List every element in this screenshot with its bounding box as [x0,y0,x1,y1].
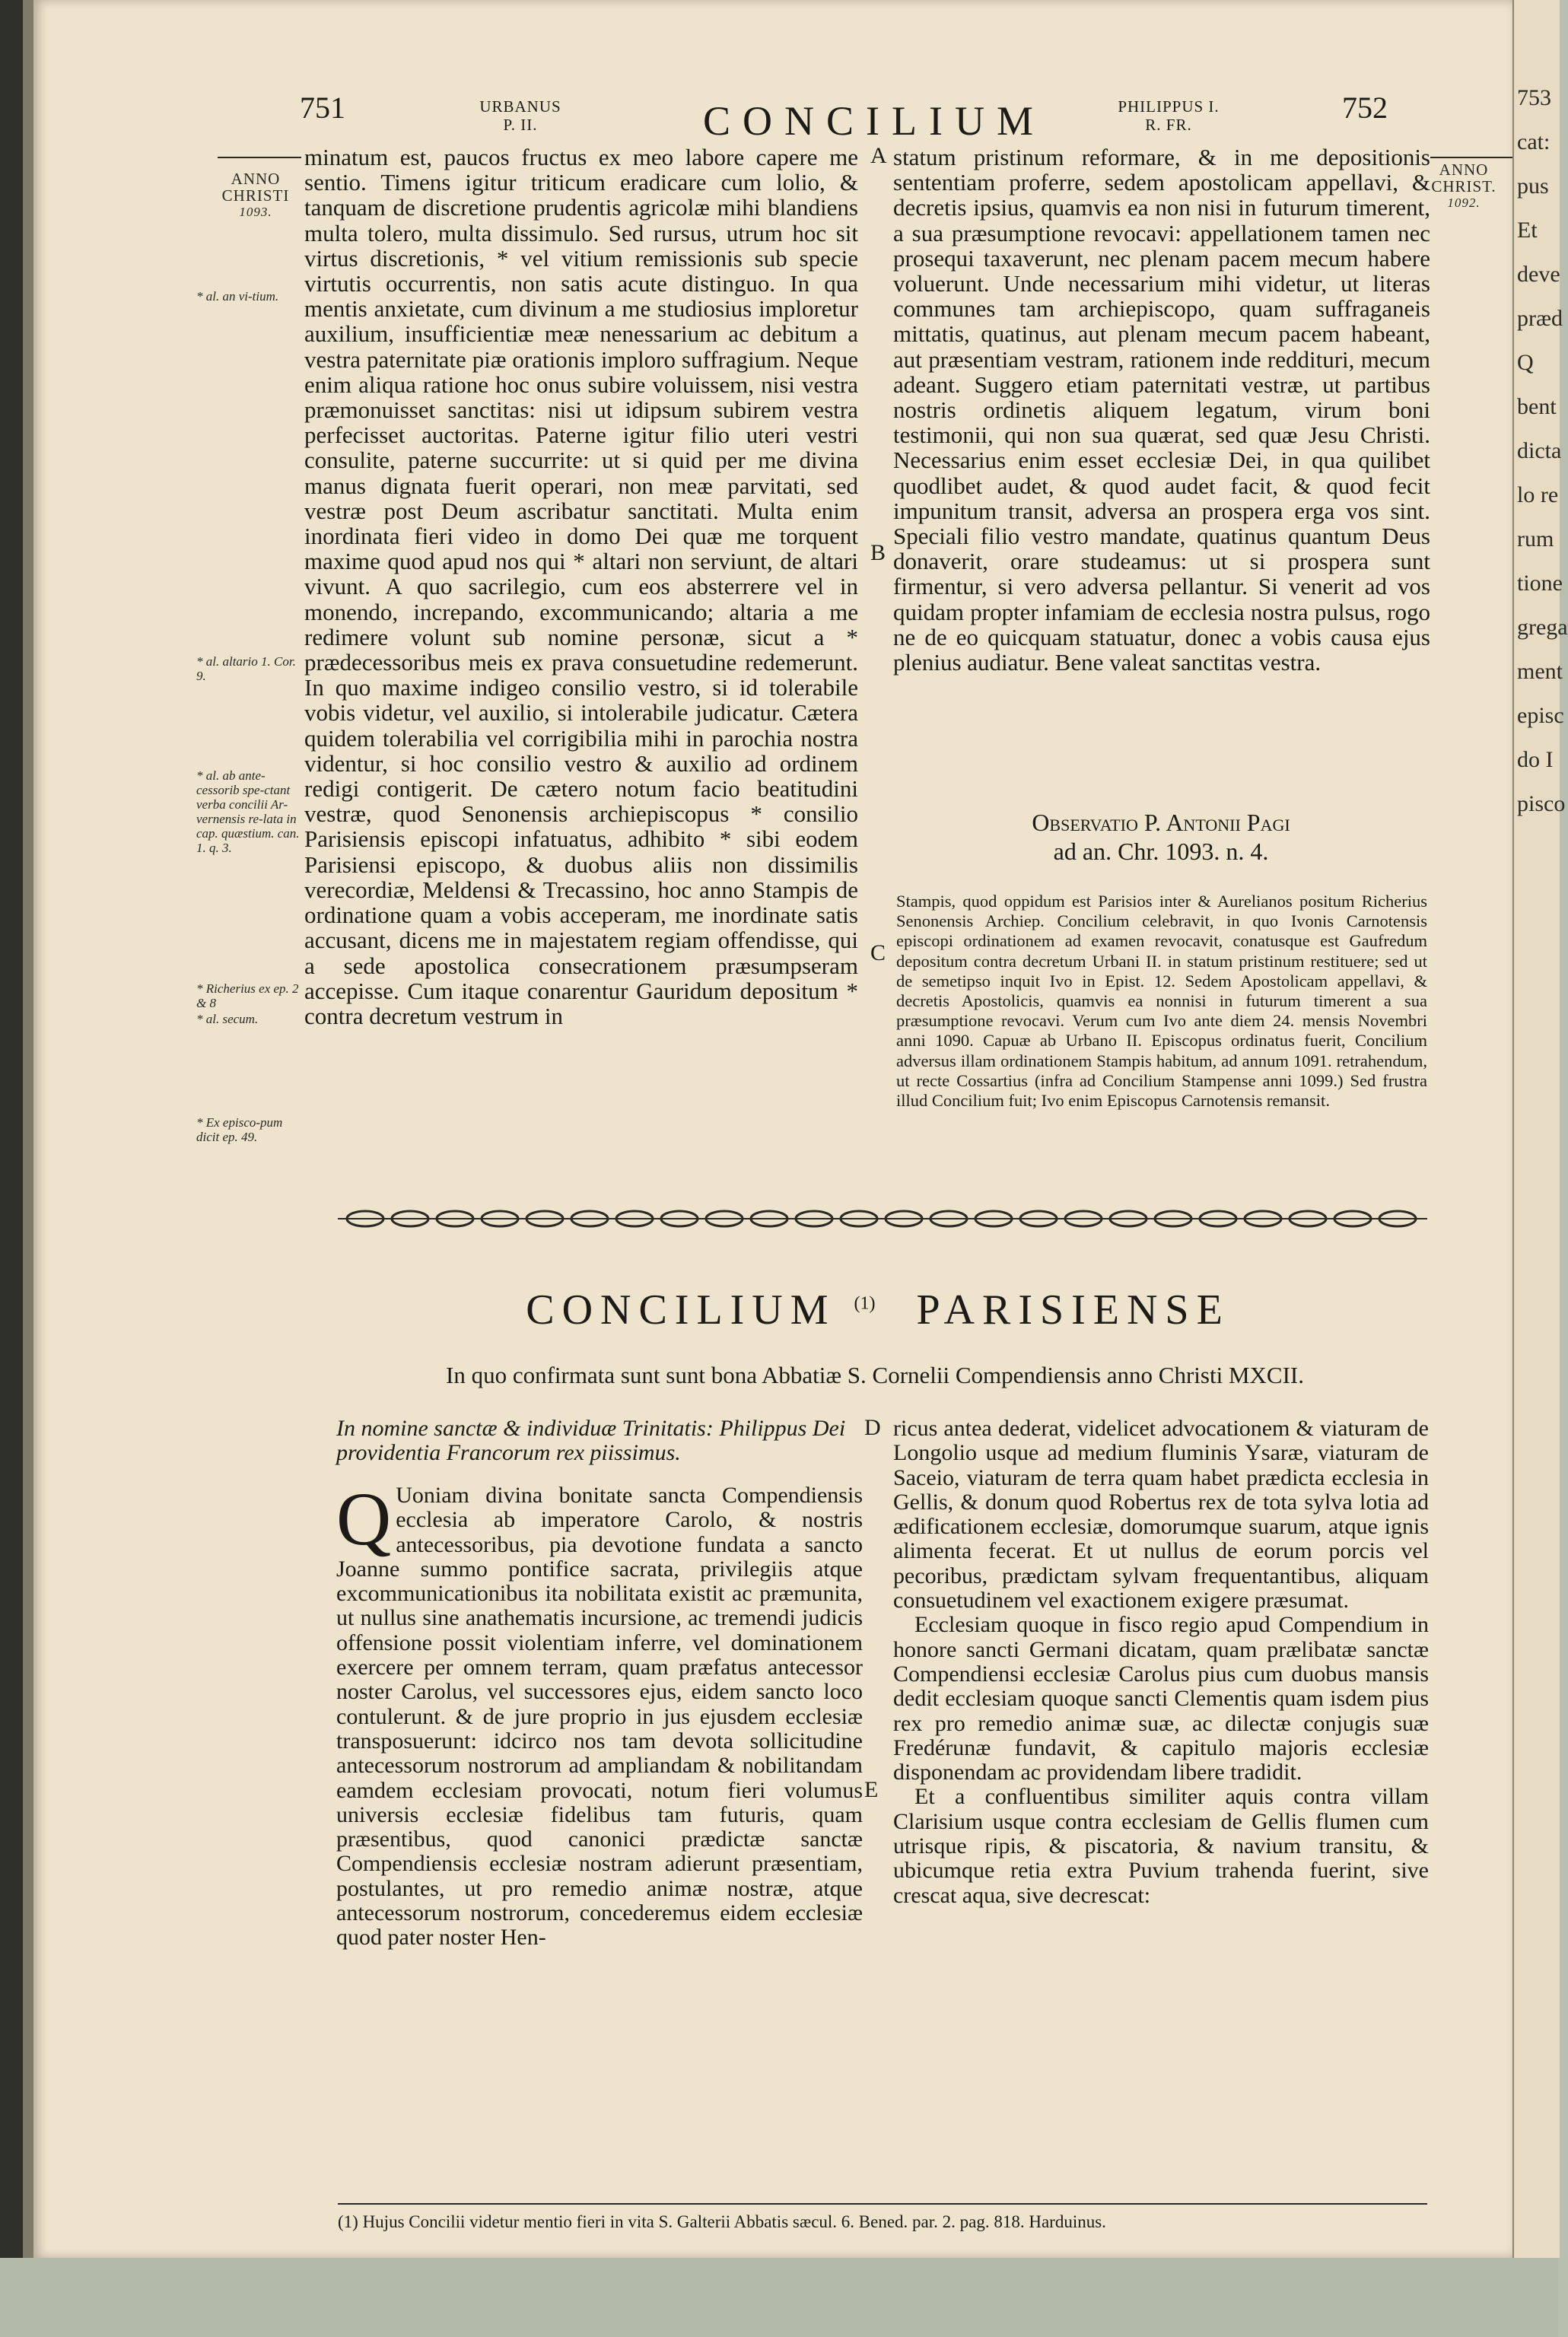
margin-christi-word: CHRIST. [1431,177,1496,196]
section-letter-d: D [864,1415,881,1440]
next-page-fragment: 753 [1517,85,1551,110]
footnote-rule [338,2203,1427,2205]
charter-right-paragraph-3: Et a confluentibus similiter aquis contra villam Clarisium usque contra ecclesiam de Gellis flumen cum utrisque ripis, & piscatoria, & navium transitu, & ubicumque retia extra Puvium trahenda fuerint, sive crescat aqua, sive decrescat: [893,1784,1429,1908]
next-page-edge [1512,0,1568,2258]
charter-right-paragraph-2: Ecclesiam quoque in fisco regio apud Compendium in honore sancti Germani dicatam, quam prælibatæ sanctæ Compendiensi ecclesiæ Carolus pius cum duobus mansis dedit ecclesiam quoque sancti Clementis quam isdem pius rex pro remedio animæ suæ, ac dilectæ conjugis suæ Fredérunæ fundavit, & capitulo majoris ecclesiæ disponendam ac providendam libere tradidit. [893,1612,1429,1785]
charter-right-paragraph-1: ricus antea dederat, videlicet advocationem & viaturam de Longolio usque ad medium fluminis Ysaræ, viaturam de Saceio, viaturam de terra quam habet prædicta ecclesia in Gellis, & donum quod Robertus rex de tota sylva lotia ad ædificationem ecclesiæ, domorumque suarum, atque ignis alimenta fecerat. Et ut nullus de eorum porcis vel pecoribus, prædictam sylvam frequentantibus, aliquam consuetudinem vel exactionem exigere præsumat. [893,1416,1429,1614]
next-page-fragment: do I [1517,747,1554,772]
section-letter-e: E [864,1777,879,1802]
margin-note-1: * al. an vi-tium. [196,289,279,304]
next-page-fragment: lo re [1517,482,1559,507]
document-page [33,0,1512,2258]
section-title-part2: PARISIENSE [916,1286,1230,1334]
running-head-right-line2: R. FR. [1145,116,1192,134]
section-letter-b: B [870,540,886,565]
next-page-fragment: ment [1517,659,1563,684]
margin-note-4: * Richerius ex ep. 2 & 8 [196,981,299,1010]
next-page-fragment: rum [1517,526,1554,552]
running-head-right [1093,97,1245,134]
book-spine-edge [23,0,33,2337]
ornament-divider [338,1205,1427,1235]
column-right-paragraph: statum pristinum reformare, & in me depositionis sententiam proferre, sedem apostolicam appellavi, & decretis ipsius, quamvis ea non nisi in futurum timerent, a sua præsumptione revocavi: appellationem tamen nec prosequi taxaverunt, nec plenam pacem mecum habere voluerunt. Unde necessarium mihi videtur, ut literas communes tam archiepiscopo, quam suffraganeis mittatis, quatinus, aut plenam mecum pacem habeant, aut præsentiam vestram, rationem inde reddituri, mecum adeant. Suggero etiam paternitati vestræ, ut partibus nostris ordinetis aliquem legatum, virum boni testimonii, qui non sua quærat, sed quæ Jesu Christi. Necessarius enim esset ecclesiæ Dei, in qua quilibet quodlibet audet, & quod audet facit, & quod fecit impunitum transit, adversa an prospera erga vos sint. Speciali filio vestro mandate, quatinus quantum Deus donaverit, orare studeamus: ut si prospera sunt firmentur, si vero adversa pellantur. Si venerit ad vos quidam propter infamiam de ecclesia nostra pulsus, rogo ne de eo quicquam statuatur, donec a vobis causa ejus plenius audiatur. Bene valeat sanctitas vestra. [893,144,1430,676]
margin-year: 1092. [1447,196,1481,210]
next-page-fragment: tione [1517,571,1563,596]
scan-background [0,2258,1558,2337]
next-page-fragment: præd [1517,306,1563,331]
page-number-right: 752 [1342,91,1388,125]
observatio-subtitle: ad an. Chr. 1093. n. 4. [1053,838,1269,865]
next-page-fragment: pisco [1517,791,1566,816]
next-page-fragment: Et [1517,218,1538,243]
drop-cap: Q [336,1477,392,1561]
margin-anno-word: ANNO [231,170,281,188]
observatio-note: Stampis, quod oppidum est Parisios inter & Aurelianos positum Richerius Senonensis Archiep. Concilium celebravit, in quo Ivonis Carnotensis episcopi ordinationem ad examen revocavit, conatusque est Gaufredum depositum contra decretum Urbani II. in statum pristinum restituere; sed ut de semetipso inquit Ivo in Epist. 12. Sedem Apostolicam appellavi, & decretis Apostolicis, quamvis ea nonnisi in futurum timerent a sua præsumptione revocavi. Verum cum Ivo ante diem 24. mensis Novembri anni 1090. Capuæ ab Urbano II. Episcopus ordinatus fuerit, Concilium adversus illam ordinationem Stampis habitum, ad annum 1091. retrahendum, ut recte Cossartius (infra ad Concilium Stampense anni 1099.) Sed frustra illud Concilium fuit; Ivo enim Episcopus Carnotensis remansit. [896,892,1427,1111]
next-page-fragment: deve [1517,262,1560,287]
next-page-fragment: cat: [1517,129,1551,154]
footnote: (1) Hujus Concilii videtur mentio fieri in vita S. Galterii Abbatis sæcul. 6. Bened. par. 2. pag. 818. Harduinus. [338,2212,1106,2231]
charter-right-column [893,1417,1429,1908]
section-letter-c: C [870,940,886,965]
next-page-fragment: dicta [1517,438,1562,463]
next-page-fragment: episc [1517,703,1564,728]
page-title: CONCILIUM [703,98,1045,144]
margin-christi-word: CHRISTI [221,186,290,205]
section-title [383,1286,1372,1334]
charter-intro: In nomine sanctæ & individuæ Trinitatis: Philippus Dei providentia Francorum rex piissimus. [336,1416,846,1465]
page-number-left: 751 [300,91,345,125]
section-subtitle: In quo confirmata sunt sunt bona Abbatiæ S. Cornelii Compendiensis anno Christi MXCII. [446,1362,1304,1388]
next-page-fragment: bent [1517,394,1557,419]
footnote-marker: (1) [854,1293,876,1314]
book-gutter-shadow [0,0,23,2337]
right-margin-rule [1430,157,1512,158]
margin-note-2: * al. altario 1. Cor. 9. [196,654,296,683]
next-page-fragment: pus [1517,173,1549,199]
charter-left-column [336,1477,863,1951]
charter-left-paragraph: Uoniam divina bonitate sancta Compendiensis ecclesia ab imperatore Carolo, & nostris antecessoribus, pia devotione fundata a sancto Joanne summo pontifice sacrata, privilegiis atque excommunicationibus ita nobilitata existit ac præmunita, ut nullus sine anathematis incursione, ac tremendi judicis offensione possit violentiam inferre, vel dominationem exercere per omnem terram, quam præfatus antecessor noster Carolus, vel successores ejus, eidem sancto loco contulerunt. & de jure proprio in jus ejusdem ecclesiæ transposuerunt: idcirco nos tam devota sollicitudine antecessorum nostrorum ad ampliandam & nobilitandam eamdem ecclesiam provocati, notum fieri volumus universis ecclesiæ fidelibus tam futuris, quam præsentibus, quod canonici prædictæ sanctæ Compendiensis ecclesiæ nostram adierunt præsentiam, postulantes, ut pro remedio animæ nostræ, atque antecessorum nostrorum, concederemus eidem ecclesiæ quod pater noster Hen- [336,1483,863,1951]
column-left-paragraph: minatum est, paucos fructus ex meo labore capere me sentio. Timens igitur triticum eradicare cum lolio, & tanquam de discretione prudentis agricolæ mihi blandiens multa tolero, multa dissimulo. Sed rursus, utrum hoc sit virtus discretionis, * vel vitium remissionis sub specie virtutis occurrentis, non satis acute distinguo. In qua mentis anxietate, cum divinum a me studiosius imploretur auxilium, insufficientiæ meæ nenessarium ac debitum a vestra paternitate piæ orationis imploro suffragium. Neque enim aliqua ratione hoc onus subire voluissem, nisi vestra præmonuisset sanctitas: nisi ut idipsum subirem vestra perfecisset auctoritas. Paterne igitur filio uteri vestri consulite, paterne succurrite: ut si quid per me divina manus dignata fuerit operari, non meæ parvitati, sed vestræ post Deum ascribatur sanctitati. Multa enim inordinata fieri video in domo Dei quæ me torquent maxime quod apud nos qui * altari non serviunt, de altari vivunt. A quo sacrilegio, cum eos absterrere vel in monendo, increpando, excommunicando; altaria a me redimere volunt sub nomine personæ, sicut a * prædecessoribus meis ex prava consuetudine redemerunt. In quo maxime indigeo consilio vestro, si id tolerabile vobis videtur, vel auxilio, si intolerabile judicatur. Cætera quidem tolerabilia vel corrigibilia mihi in parochia nostra videntur, si hoc consilio vestro & auxilio ad ordinem redigi contigerit. De cætero notum facio beatitudini vestræ, quod Senonensis archiepiscopus * consilio Parisiensis episcopi infatuatus, adhibito * sibi eodem Parisiensi episcopo, & duobus aliis non dissimilis verecordiæ, Meldensi & Trecassino, hoc anno Stampis de ordinatione quam a vobis acceperam, me inordinate satis accusant, dicens me in majestatem regiam offendisse, qui a sede apostolica consecrationem præsumpseram accepisse. Cum itaque conarentur Gauridum depositum * contra decretum vestrum in [304,144,858,1029]
margin-note-3: * al. ab ante-cessorib spe-ctant verba concilii Ar-vernensis re-lata in cap. quæstium. can. 1. q. 3. [196,768,300,855]
observatio-heading [895,808,1427,866]
margin-anno-left [210,170,301,221]
section-title-part1: CONCILIUM [526,1286,836,1334]
margin-anno-right [1418,161,1509,211]
left-margin-rule [218,157,301,158]
next-page-fragment: Q [1517,350,1534,375]
margin-anno-word: ANNO [1439,161,1489,179]
section-letter-a: A [870,143,887,168]
observatio-title: Observatio P. Antonii Pagi [1032,809,1290,836]
running-head-left [460,97,581,134]
running-head-left-line2: P. II. [503,116,538,134]
running-head-right-line1: PHILIPPUS I. [1118,97,1220,116]
column-left-text [304,145,858,1029]
running-head-left-line1: URBANUS [479,97,561,116]
margin-note-5: * al. secum. [196,1012,259,1026]
margin-year: 1093. [239,205,272,219]
next-page-fragment: grega [1517,615,1568,640]
column-right-text [893,145,1430,675]
margin-note-6: * Ex episco-pum dicit ep. 49. [196,1115,283,1144]
